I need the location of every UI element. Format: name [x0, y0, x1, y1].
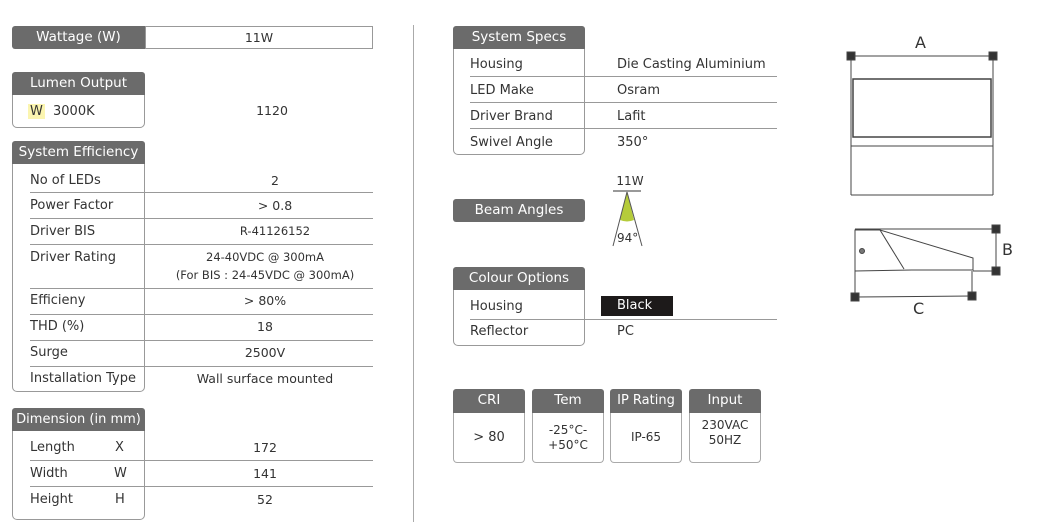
temp-header: Tem	[532, 389, 604, 413]
dimension-header: Dimension (in mm)	[12, 408, 145, 431]
dim-label: Height	[30, 492, 73, 507]
colour-label: Reflector	[470, 324, 529, 339]
row-label: Surge	[30, 345, 68, 360]
divider	[30, 366, 373, 367]
divider	[30, 460, 373, 461]
cct-code: W	[30, 104, 43, 119]
beam-angle-value: 94°	[617, 231, 639, 245]
row-label: Installation Type	[30, 371, 136, 386]
divider	[30, 244, 373, 245]
spec-value: Lafit	[617, 109, 646, 124]
dim-label: Length	[30, 440, 75, 455]
divider	[30, 486, 373, 487]
ip-box	[610, 413, 682, 463]
dimension-drawing	[830, 20, 1044, 330]
input-value: 230VAC	[701, 418, 749, 432]
ip-header: IP Rating	[610, 389, 682, 413]
spec-value: Die Casting Aluminium	[617, 57, 766, 72]
cri-value: > 80	[473, 430, 505, 445]
input-box	[689, 413, 761, 463]
beam-angles-label: Beam Angles	[453, 199, 585, 222]
lumen-value: 1120	[256, 103, 288, 118]
row-value: 2	[271, 173, 279, 188]
lumen-header: Lumen Output	[12, 72, 145, 95]
dim-axis: W	[114, 466, 127, 481]
cri-header: CRI	[453, 389, 525, 413]
spec-value: 350°	[617, 135, 649, 150]
dim-axis: X	[115, 440, 124, 455]
dim-label: Width	[30, 466, 68, 481]
colour-swatch-black: Black	[601, 296, 673, 316]
dim-b-label: B	[1002, 240, 1013, 259]
spec-label: Housing	[470, 57, 523, 72]
row-label: Efficieny	[30, 293, 86, 308]
divider	[30, 218, 373, 219]
ip-value: IP-65	[630, 430, 662, 444]
wattage-value-box	[145, 26, 373, 49]
column-separator	[413, 25, 414, 522]
row-value-note: (For BIS : 24-45VDC @ 300mA)	[175, 268, 355, 282]
row-value: 18	[257, 319, 273, 334]
temp-value: -25°C-	[548, 422, 588, 437]
divider	[30, 340, 373, 341]
cct-label: 3000K	[53, 104, 95, 119]
row-value: 2500V	[244, 345, 286, 360]
spec-value: Osram	[617, 83, 660, 98]
divider	[470, 102, 777, 103]
row-value: R-41126152	[239, 224, 311, 238]
row-value: > 0.8	[257, 198, 293, 213]
row-label: No of LEDs	[30, 173, 101, 188]
dim-value: 52	[257, 492, 273, 507]
spec-label: Driver Brand	[470, 109, 553, 124]
divider	[30, 314, 373, 315]
beam-wattage: 11W	[616, 174, 644, 188]
row-label: Driver BIS	[30, 224, 96, 239]
row-value: 24-40VDC @ 300mA	[206, 250, 324, 264]
colour-value: PC	[617, 324, 634, 339]
row-label: Power Factor	[30, 198, 114, 213]
wattage-value: 11W	[244, 30, 274, 45]
specs-header: System Specs	[453, 26, 585, 49]
dim-axis: H	[115, 492, 125, 507]
dim-a-label: A	[915, 33, 926, 52]
divider	[30, 288, 373, 289]
temp-box	[532, 413, 604, 463]
spec-label: LED Make	[470, 83, 534, 98]
input-header: Input	[689, 389, 761, 413]
dim-value: 141	[253, 466, 277, 481]
row-label: THD (%)	[30, 319, 85, 334]
spec-label: Swivel Angle	[470, 135, 553, 150]
wattage-label: Wattage (W)	[12, 26, 145, 49]
row-label: Driver Rating	[30, 250, 117, 265]
colour-header: Colour Options	[453, 267, 585, 290]
dim-value: 172	[253, 440, 277, 455]
dim-c-label: C	[913, 299, 925, 318]
efficiency-header: System Efficiency	[12, 141, 145, 164]
row-value: Wall surface mounted	[196, 371, 334, 386]
cri-box	[453, 413, 525, 463]
divider	[470, 319, 777, 320]
input-value-2: 50HZ	[708, 433, 742, 447]
temp-value-2: +50°C	[548, 437, 588, 452]
divider	[30, 192, 373, 193]
divider	[470, 128, 777, 129]
row-value: > 80%	[243, 293, 287, 308]
colour-label: Housing	[470, 299, 523, 314]
divider	[470, 76, 777, 77]
